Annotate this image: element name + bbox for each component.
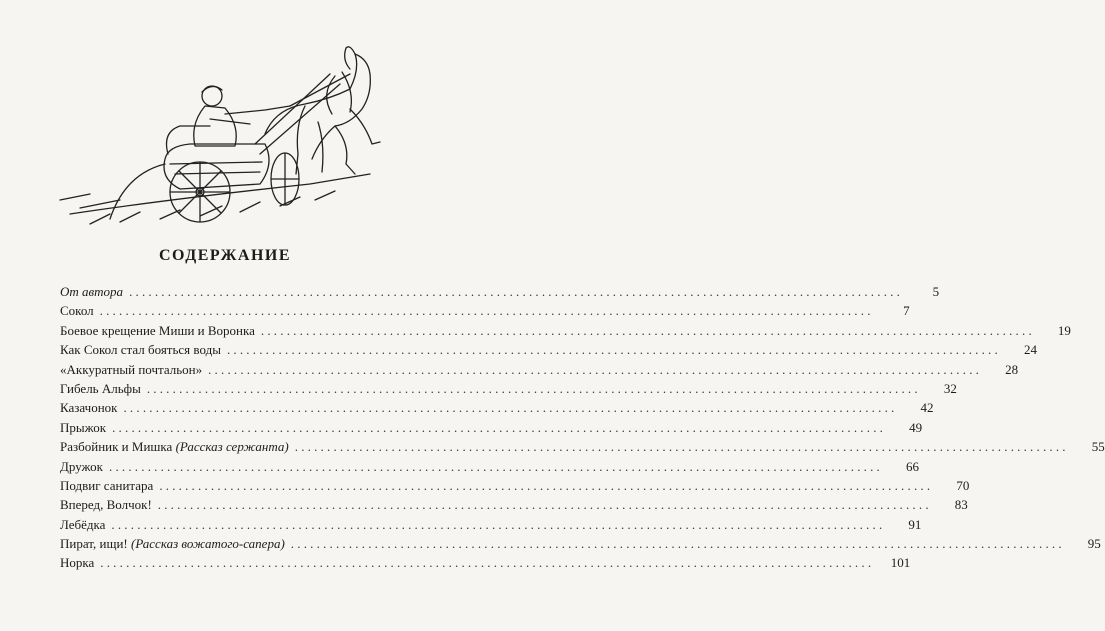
toc-entry-title: [60, 400, 117, 416]
toc-entry-text: Сокол: [60, 303, 94, 319]
toc-entry: [60, 536, 1101, 555]
toc-leader-dots: ........................................................................................................................: [290, 536, 1065, 552]
toc-entry: [60, 342, 1037, 361]
toc-leader-dots: ........................................................................................................................: [157, 497, 932, 513]
toc-entry-italic-text: (Рассказ вожатого-сапера): [131, 536, 285, 552]
toc-entry: [60, 497, 968, 516]
horse-drawn-cart-icon: [50, 14, 390, 234]
toc-leader-dots: ........................................................................................................................: [294, 439, 1069, 455]
toc-entry-title: [60, 420, 106, 436]
toc-entry: [60, 284, 940, 303]
toc-page-number: 28: [1005, 361, 1019, 377]
toc-entry-text: Норка: [60, 555, 95, 571]
toc-leader-dots: ........................................................................................................................: [109, 458, 883, 474]
table-of-contents: [60, 284, 1105, 575]
toc-page-number: 32: [943, 380, 957, 396]
page-title: СОДЕРЖАНИЕ: [158, 247, 292, 264]
toc-page-number: 55: [1091, 439, 1105, 455]
toc-page-number: 49: [909, 419, 923, 435]
toc-page-number: 66: [906, 458, 919, 474]
toc-page-number: 70: [956, 477, 970, 493]
toc-entry-title: [60, 284, 123, 300]
toc-entry-text: Прыжок: [60, 419, 107, 435]
toc-entry-title: [60, 342, 221, 358]
toc-leader-dots: ........................................................................................................................: [100, 555, 875, 571]
toc-page-number: 83: [954, 497, 968, 513]
toc-entry-text: Боевое крещение Миши и Воронка: [60, 322, 255, 338]
toc-entry-title: [60, 323, 255, 339]
toc-entry: [60, 380, 957, 400]
toc-entry: [60, 477, 970, 497]
toc-entry-italic-text: (Рассказ сержанта): [175, 439, 289, 455]
toc-entry: [60, 322, 1071, 342]
toc-entry-text: Гибель Альфы: [60, 380, 141, 396]
toc-entry: [60, 303, 910, 322]
toc-entry-text: Разбойник и Мишка: [60, 439, 176, 455]
toc-leader-dots: ........................................................................................................................: [111, 516, 886, 532]
toc-entry: [60, 555, 911, 574]
toc-entry-title: [60, 303, 94, 319]
toc-entry-text: Дружок: [60, 458, 103, 474]
toc-page-number: 91: [908, 516, 922, 532]
toc-entry-title: [60, 536, 285, 552]
toc-leader-dots: ........................................................................................................................: [146, 380, 921, 396]
toc-entry-text: «Аккуратный почтальон»: [60, 361, 203, 377]
toc-entry-text: Пират, ищи!: [60, 536, 131, 552]
toc-entry-text: Как Сокол стал бояться воды: [60, 342, 221, 358]
toc-entry-text: Подвиг санитара: [60, 477, 154, 493]
toc-entry-italic-text: От автора: [60, 284, 124, 299]
toc-page-number: 7: [903, 303, 910, 319]
toc-page-number: 24: [1023, 342, 1037, 358]
toc-entry-title: [60, 439, 289, 455]
toc-page-number: 95: [1087, 536, 1101, 552]
toc-entry-text: Лебёдка: [60, 516, 106, 532]
toc-page-number: 5: [932, 284, 940, 299]
toc-entry: [60, 516, 922, 536]
toc-entry: [60, 458, 919, 478]
toc-page-number: 42: [920, 400, 934, 416]
toc-leader-dots: ........................................................................................................................: [208, 361, 983, 377]
toc-entry-title: [60, 362, 202, 378]
toc-leader-dots: ........................................................................................................................: [226, 342, 1001, 358]
toc-entry-title: [60, 381, 141, 397]
toc-entry-title: [60, 478, 153, 494]
toc-leader-dots: ........................................................................................................................: [260, 322, 1035, 338]
toc-entry-title: [60, 517, 105, 533]
toc-entry-title: [60, 459, 103, 475]
toc-entry: [60, 400, 934, 419]
toc-entry-text: Вперед, Волчок!: [60, 497, 152, 513]
toc-entry-title: [60, 555, 94, 571]
toc-leader-dots: ........................................................................................................................: [99, 303, 874, 319]
toc-page-number: 19: [1057, 322, 1071, 338]
toc-leader-dots: ........................................................................................................................: [112, 419, 887, 435]
toc-entry-text: Казачонок: [60, 400, 118, 416]
toc-leader-dots: ........................................................................................................................: [123, 400, 898, 416]
toc-entry: [60, 439, 1105, 458]
toc-entry: [60, 361, 1019, 381]
toc-leader-dots: ........................................................................................................................: [129, 284, 904, 299]
toc-leader-dots: ........................................................................................................................: [159, 477, 934, 493]
toc-entry: [60, 419, 923, 439]
toc-entry-title: [60, 497, 152, 513]
toc-page-number: 101: [890, 555, 911, 571]
